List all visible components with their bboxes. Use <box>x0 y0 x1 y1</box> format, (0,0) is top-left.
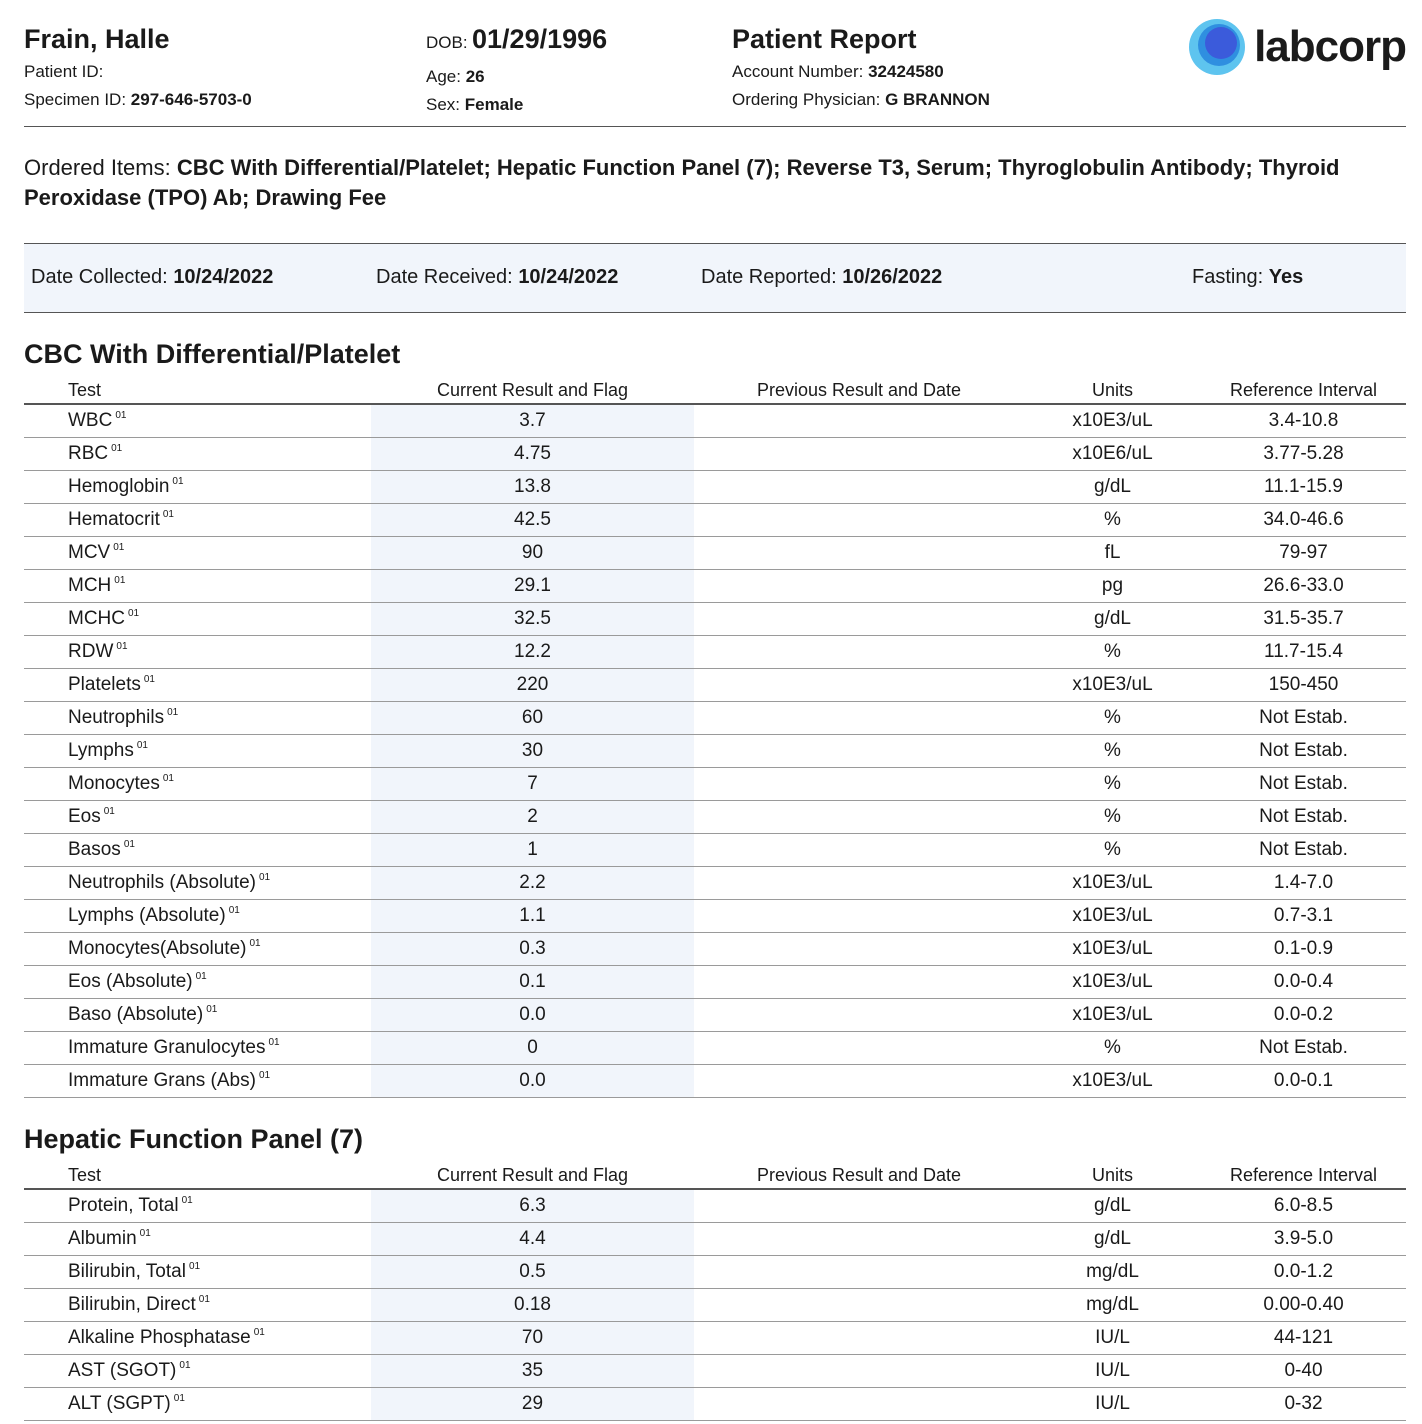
table-row <box>24 1355 1406 1388</box>
ordered-items-list: CBC With Differential/Platelet; Hepatic Function Panel (7); Reverse T3, Serum; Thyroglobulin Antibody; Thyroid Peroxidase (TPO) Ab; Drawing Fee <box>24 155 1340 210</box>
test-name: Lymphs <box>68 740 134 761</box>
test-name-cell <box>24 834 371 867</box>
footnote-ref: 01 <box>136 740 148 751</box>
reference-interval: Not Estab. <box>1201 702 1406 735</box>
date-collected-value: 10/24/2022 <box>173 266 274 288</box>
table-row <box>24 933 1406 966</box>
table-row <box>24 570 1406 603</box>
col-current-result: Current Result and Flag <box>371 371 694 404</box>
section-title: Hepatic Function Panel (7) <box>24 1124 364 1154</box>
units: x10E6/uL <box>1024 438 1201 471</box>
previous-result <box>694 1355 1024 1388</box>
date-reported-value: 10/26/2022 <box>842 266 943 288</box>
table-row <box>24 801 1406 834</box>
units: x10E3/uL <box>1024 1065 1201 1098</box>
current-result: 4.4 <box>371 1223 694 1256</box>
units: % <box>1024 636 1201 669</box>
units: x10E3/uL <box>1024 404 1201 438</box>
table-row <box>24 1256 1406 1289</box>
table-row <box>24 834 1406 867</box>
footnote-ref: 01 <box>268 1037 280 1048</box>
col-reference-interval: Reference Interval <box>1201 371 1406 404</box>
dob-value: 01/29/1996 <box>472 24 608 54</box>
current-result: 1 <box>371 834 694 867</box>
units: IU/L <box>1024 1355 1201 1388</box>
previous-result <box>694 1388 1024 1421</box>
account-number: 32424580 <box>868 62 944 81</box>
table-row <box>24 1032 1406 1065</box>
current-result: 0.0 <box>371 1065 694 1098</box>
table-row <box>24 1289 1406 1322</box>
footnote-ref: 01 <box>198 1294 210 1305</box>
test-name: Hematocrit <box>68 509 160 530</box>
test-name-cell <box>24 1322 371 1355</box>
test-name: Monocytes(Absolute) <box>68 938 247 959</box>
footnote-ref: 01 <box>115 410 127 421</box>
test-name-cell <box>24 1032 371 1065</box>
footnote-ref: 01 <box>162 773 174 784</box>
test-name: Monocytes <box>68 773 160 794</box>
table-row <box>24 1322 1406 1355</box>
reference-interval: 3.4-10.8 <box>1201 404 1406 438</box>
units: x10E3/uL <box>1024 933 1201 966</box>
previous-result <box>694 504 1024 537</box>
reference-interval: 44-121 <box>1201 1322 1406 1355</box>
dates-bar <box>24 244 1406 313</box>
previous-result <box>694 1065 1024 1098</box>
current-result: 42.5 <box>371 504 694 537</box>
table-row <box>24 404 1406 438</box>
units: x10E3/uL <box>1024 999 1201 1032</box>
test-name: Bilirubin, Total <box>68 1261 186 1282</box>
units: pg <box>1024 570 1201 603</box>
current-result: 32.5 <box>371 603 694 636</box>
test-name-cell <box>24 1223 371 1256</box>
current-result: 30 <box>371 735 694 768</box>
footnote-ref: 01 <box>111 443 123 454</box>
footnote-ref: 01 <box>128 608 140 619</box>
previous-result <box>694 471 1024 504</box>
table-row <box>24 900 1406 933</box>
section-hepatic <box>24 1122 1406 1421</box>
col-test: Test <box>24 1156 371 1189</box>
table-row <box>24 537 1406 570</box>
reference-interval: 0.0-0.2 <box>1201 999 1406 1032</box>
date-received-value: 10/24/2022 <box>518 266 619 288</box>
reference-interval: 0.0-0.1 <box>1201 1065 1406 1098</box>
test-name-cell <box>24 537 371 570</box>
current-result: 90 <box>371 537 694 570</box>
test-name-cell <box>24 1065 371 1098</box>
test-name: Eos (Absolute) <box>68 971 193 992</box>
footnote-ref: 01 <box>116 641 128 652</box>
test-name-cell <box>24 438 371 471</box>
test-name: Immature Grans (Abs) <box>68 1070 256 1091</box>
current-result: 35 <box>371 1355 694 1388</box>
report-header <box>24 0 1406 127</box>
units: IU/L <box>1024 1388 1201 1421</box>
specimen-id-line <box>24 86 252 114</box>
test-name-cell <box>24 933 371 966</box>
test-name: Eos <box>68 806 101 827</box>
current-result: 0 <box>371 1032 694 1065</box>
units: g/dL <box>1024 603 1201 636</box>
units: g/dL <box>1024 1189 1201 1223</box>
reference-interval: 0.0-0.4 <box>1201 966 1406 999</box>
footnote-ref: 01 <box>253 1327 265 1338</box>
reference-interval: 34.0-46.6 <box>1201 504 1406 537</box>
test-name-cell <box>24 966 371 999</box>
footnote-ref: 01 <box>114 575 126 586</box>
test-name-cell <box>24 636 371 669</box>
test-name: Hemoglobin <box>68 476 170 497</box>
reference-interval: 31.5-35.7 <box>1201 603 1406 636</box>
ordered-items <box>24 153 1406 244</box>
test-name-cell <box>24 1189 371 1223</box>
patient-id-label: Patient ID: <box>24 62 104 81</box>
col-units: Units <box>1024 1156 1201 1189</box>
previous-result <box>694 1223 1024 1256</box>
test-name: Platelets <box>68 674 141 695</box>
footnote-ref: 01 <box>179 1360 191 1371</box>
reference-interval: 1.4-7.0 <box>1201 867 1406 900</box>
previous-result <box>694 1032 1024 1065</box>
reference-interval: 0.7-3.1 <box>1201 900 1406 933</box>
units: IU/L <box>1024 1322 1201 1355</box>
reference-interval: 79-97 <box>1201 537 1406 570</box>
col-previous-result: Previous Result and Date <box>694 371 1024 404</box>
previous-result <box>694 834 1024 867</box>
table-row <box>24 735 1406 768</box>
test-name: AST (SGOT) <box>68 1360 177 1381</box>
units: g/dL <box>1024 471 1201 504</box>
date-reported-label: Date Reported: <box>701 266 837 288</box>
previous-result <box>694 867 1024 900</box>
col-previous-result: Previous Result and Date <box>694 1156 1024 1189</box>
previous-result <box>694 999 1024 1032</box>
units: x10E3/uL <box>1024 900 1201 933</box>
specimen-id-label: Specimen ID: <box>24 90 127 109</box>
report-info <box>732 22 990 114</box>
test-name: Protein, Total <box>68 1195 179 1216</box>
current-result: 2.2 <box>371 867 694 900</box>
test-name: Basos <box>68 839 121 860</box>
col-units: Units <box>1024 371 1201 404</box>
units: mg/dL <box>1024 1256 1201 1289</box>
current-result: 4.75 <box>371 438 694 471</box>
units: fL <box>1024 537 1201 570</box>
reference-interval: 3.9-5.0 <box>1201 1223 1406 1256</box>
previous-result <box>694 735 1024 768</box>
units: % <box>1024 768 1201 801</box>
previous-result <box>694 768 1024 801</box>
previous-result <box>694 702 1024 735</box>
sex-line <box>426 91 607 119</box>
fasting <box>1192 266 1303 289</box>
specimen-id-value: 297-646-5703-0 <box>130 90 252 109</box>
account-line <box>732 58 990 86</box>
test-name-cell <box>24 669 371 702</box>
footnote-ref: 01 <box>143 674 155 685</box>
test-name: Alkaline Phosphatase <box>68 1327 251 1348</box>
test-name-cell <box>24 1355 371 1388</box>
test-name: MCHC <box>68 608 125 629</box>
test-name-cell <box>24 735 371 768</box>
previous-result <box>694 1289 1024 1322</box>
previous-result <box>694 669 1024 702</box>
previous-result <box>694 1322 1024 1355</box>
footnote-ref: 01 <box>162 509 174 520</box>
section-cbc <box>24 337 1406 1098</box>
fasting-label: Fasting: <box>1192 266 1264 288</box>
test-name-cell <box>24 471 371 504</box>
test-name: Bilirubin, Direct <box>68 1294 196 1315</box>
previous-result <box>694 801 1024 834</box>
date-reported <box>701 266 942 289</box>
date-collected-label: Date Collected: <box>31 266 168 288</box>
units: % <box>1024 504 1201 537</box>
physician-name: G BRANNON <box>885 90 990 109</box>
current-result: 60 <box>371 702 694 735</box>
reference-interval: Not Estab. <box>1201 801 1406 834</box>
current-result: 7 <box>371 768 694 801</box>
patient-info <box>24 22 252 114</box>
current-result: 70 <box>371 1322 694 1355</box>
test-name: Lymphs (Absolute) <box>68 905 226 926</box>
test-name-cell <box>24 702 371 735</box>
test-name-cell <box>24 867 371 900</box>
table-header-row <box>24 1156 1406 1189</box>
current-result: 0.3 <box>371 933 694 966</box>
table-row <box>24 1065 1406 1098</box>
sex-label: Sex: <box>426 95 461 114</box>
dob-line <box>426 22 607 61</box>
table-row <box>24 867 1406 900</box>
footnote-ref: 01 <box>172 476 184 487</box>
reference-interval: Not Estab. <box>1201 1032 1406 1065</box>
report-title: Patient Report <box>732 24 917 54</box>
labcorp-logo-icon <box>1188 18 1246 76</box>
units: g/dL <box>1024 1223 1201 1256</box>
previous-result <box>694 1189 1024 1223</box>
current-result: 0.18 <box>371 1289 694 1322</box>
table-row <box>24 636 1406 669</box>
ordered-items-label: Ordered Items: <box>24 155 171 180</box>
fasting-value: Yes <box>1268 266 1304 288</box>
footnote-ref: 01 <box>173 1393 185 1404</box>
test-name-cell <box>24 1388 371 1421</box>
test-name-cell <box>24 570 371 603</box>
test-name: Albumin <box>68 1228 137 1249</box>
footnote-ref: 01 <box>139 1228 151 1239</box>
col-test: Test <box>24 371 371 404</box>
reference-interval: 6.0-8.5 <box>1201 1189 1406 1223</box>
test-name-cell <box>24 900 371 933</box>
footnote-ref: 01 <box>249 938 261 949</box>
results-body <box>24 404 1406 1098</box>
col-reference-interval: Reference Interval <box>1201 1156 1406 1189</box>
reference-interval: Not Estab. <box>1201 735 1406 768</box>
labcorp-logo <box>1188 18 1406 76</box>
units: % <box>1024 735 1201 768</box>
reference-interval: 0.1-0.9 <box>1201 933 1406 966</box>
footnote-ref: 01 <box>188 1261 201 1272</box>
test-name: ALT (SGPT) <box>68 1393 171 1414</box>
age-value: 26 <box>465 67 485 86</box>
test-name: RBC <box>68 443 109 464</box>
date-received <box>376 266 618 289</box>
test-name-cell <box>24 404 371 438</box>
table-row <box>24 999 1406 1032</box>
footnote-ref: 01 <box>258 872 271 883</box>
units: x10E3/uL <box>1024 867 1201 900</box>
date-received-label: Date Received: <box>376 266 513 288</box>
results-body <box>24 1189 1406 1421</box>
test-name-cell <box>24 1289 371 1322</box>
table-row <box>24 438 1406 471</box>
previous-result <box>694 933 1024 966</box>
previous-result <box>694 603 1024 636</box>
footnote-ref: 01 <box>206 1004 218 1015</box>
table-row <box>24 1388 1406 1421</box>
test-name: Neutrophils <box>68 707 165 728</box>
current-result: 29 <box>371 1388 694 1421</box>
section-title: CBC With Differential/Platelet <box>24 339 401 369</box>
units: x10E3/uL <box>1024 669 1201 702</box>
units: % <box>1024 834 1201 867</box>
footnote-ref: 01 <box>258 1070 271 1081</box>
previous-result <box>694 570 1024 603</box>
labcorp-logo-text: labcorp <box>1254 22 1406 71</box>
table-row <box>24 1189 1406 1223</box>
table-row <box>24 504 1406 537</box>
test-name: Immature Granulocytes <box>68 1037 266 1058</box>
current-result: 0.5 <box>371 1256 694 1289</box>
table-row <box>24 966 1406 999</box>
test-name-cell <box>24 1256 371 1289</box>
previous-result <box>694 438 1024 471</box>
reference-interval: 0-32 <box>1201 1388 1406 1421</box>
test-name: Baso (Absolute) <box>68 1004 204 1025</box>
test-name: WBC <box>68 410 113 431</box>
current-result: 220 <box>371 669 694 702</box>
reference-interval: 26.6-33.0 <box>1201 570 1406 603</box>
previous-result <box>694 966 1024 999</box>
test-name-cell <box>24 603 371 636</box>
date-collected <box>31 266 273 289</box>
units: % <box>1024 801 1201 834</box>
previous-result <box>694 404 1024 438</box>
current-result: 29.1 <box>371 570 694 603</box>
test-name: MCV <box>68 542 111 563</box>
reference-interval: 0.00-0.40 <box>1201 1289 1406 1322</box>
footnote-ref: 01 <box>113 542 125 553</box>
footnote-ref: 01 <box>123 839 135 850</box>
table-row <box>24 702 1406 735</box>
footnote-ref: 01 <box>103 806 115 817</box>
physician-line <box>732 86 990 114</box>
current-result: 1.1 <box>371 900 694 933</box>
reference-interval: 150-450 <box>1201 669 1406 702</box>
current-result: 13.8 <box>371 471 694 504</box>
results-table <box>24 371 1406 1098</box>
test-name: Neutrophils (Absolute) <box>68 872 256 893</box>
reference-interval: 11.1-15.9 <box>1201 471 1406 504</box>
previous-result <box>694 636 1024 669</box>
reference-interval: 11.7-15.4 <box>1201 636 1406 669</box>
previous-result <box>694 900 1024 933</box>
reference-interval: Not Estab. <box>1201 768 1406 801</box>
reference-interval: Not Estab. <box>1201 834 1406 867</box>
previous-result <box>694 1256 1024 1289</box>
units: % <box>1024 1032 1201 1065</box>
units: mg/dL <box>1024 1289 1201 1322</box>
age-label: Age: <box>426 67 461 86</box>
dob-label: DOB: <box>426 33 468 52</box>
units: x10E3/uL <box>1024 966 1201 999</box>
current-result: 6.3 <box>371 1189 694 1223</box>
current-result: 0.1 <box>371 966 694 999</box>
table-row <box>24 471 1406 504</box>
current-result: 3.7 <box>371 404 694 438</box>
test-name-cell <box>24 999 371 1032</box>
test-name-cell <box>24 504 371 537</box>
reference-interval: 0.0-1.2 <box>1201 1256 1406 1289</box>
patient-name: Frain, Halle <box>24 24 170 54</box>
account-label: Account Number: <box>732 62 864 81</box>
footnote-ref: 01 <box>228 905 240 916</box>
footnote-ref: 01 <box>181 1195 193 1206</box>
patient-id-line <box>24 58 252 86</box>
reference-interval: 0-40 <box>1201 1355 1406 1388</box>
sex-value: Female <box>464 95 524 114</box>
table-row <box>24 603 1406 636</box>
units: % <box>1024 702 1201 735</box>
test-name-cell <box>24 768 371 801</box>
test-name-cell <box>24 801 371 834</box>
age-line <box>426 63 607 91</box>
patient-report-page <box>24 0 1406 1421</box>
current-result: 0.0 <box>371 999 694 1032</box>
test-name: RDW <box>68 641 114 662</box>
footnote-ref: 01 <box>195 971 207 982</box>
results-table <box>24 1156 1406 1421</box>
col-current-result: Current Result and Flag <box>371 1156 694 1189</box>
table-row <box>24 669 1406 702</box>
current-result: 12.2 <box>371 636 694 669</box>
table-row <box>24 1223 1406 1256</box>
table-header-row <box>24 371 1406 404</box>
footnote-ref: 01 <box>167 707 179 718</box>
current-result: 2 <box>371 801 694 834</box>
previous-result <box>694 537 1024 570</box>
demographics <box>426 22 607 119</box>
reference-interval: 3.77-5.28 <box>1201 438 1406 471</box>
table-row <box>24 768 1406 801</box>
physician-label: Ordering Physician: <box>732 90 881 109</box>
test-name: MCH <box>68 575 112 596</box>
